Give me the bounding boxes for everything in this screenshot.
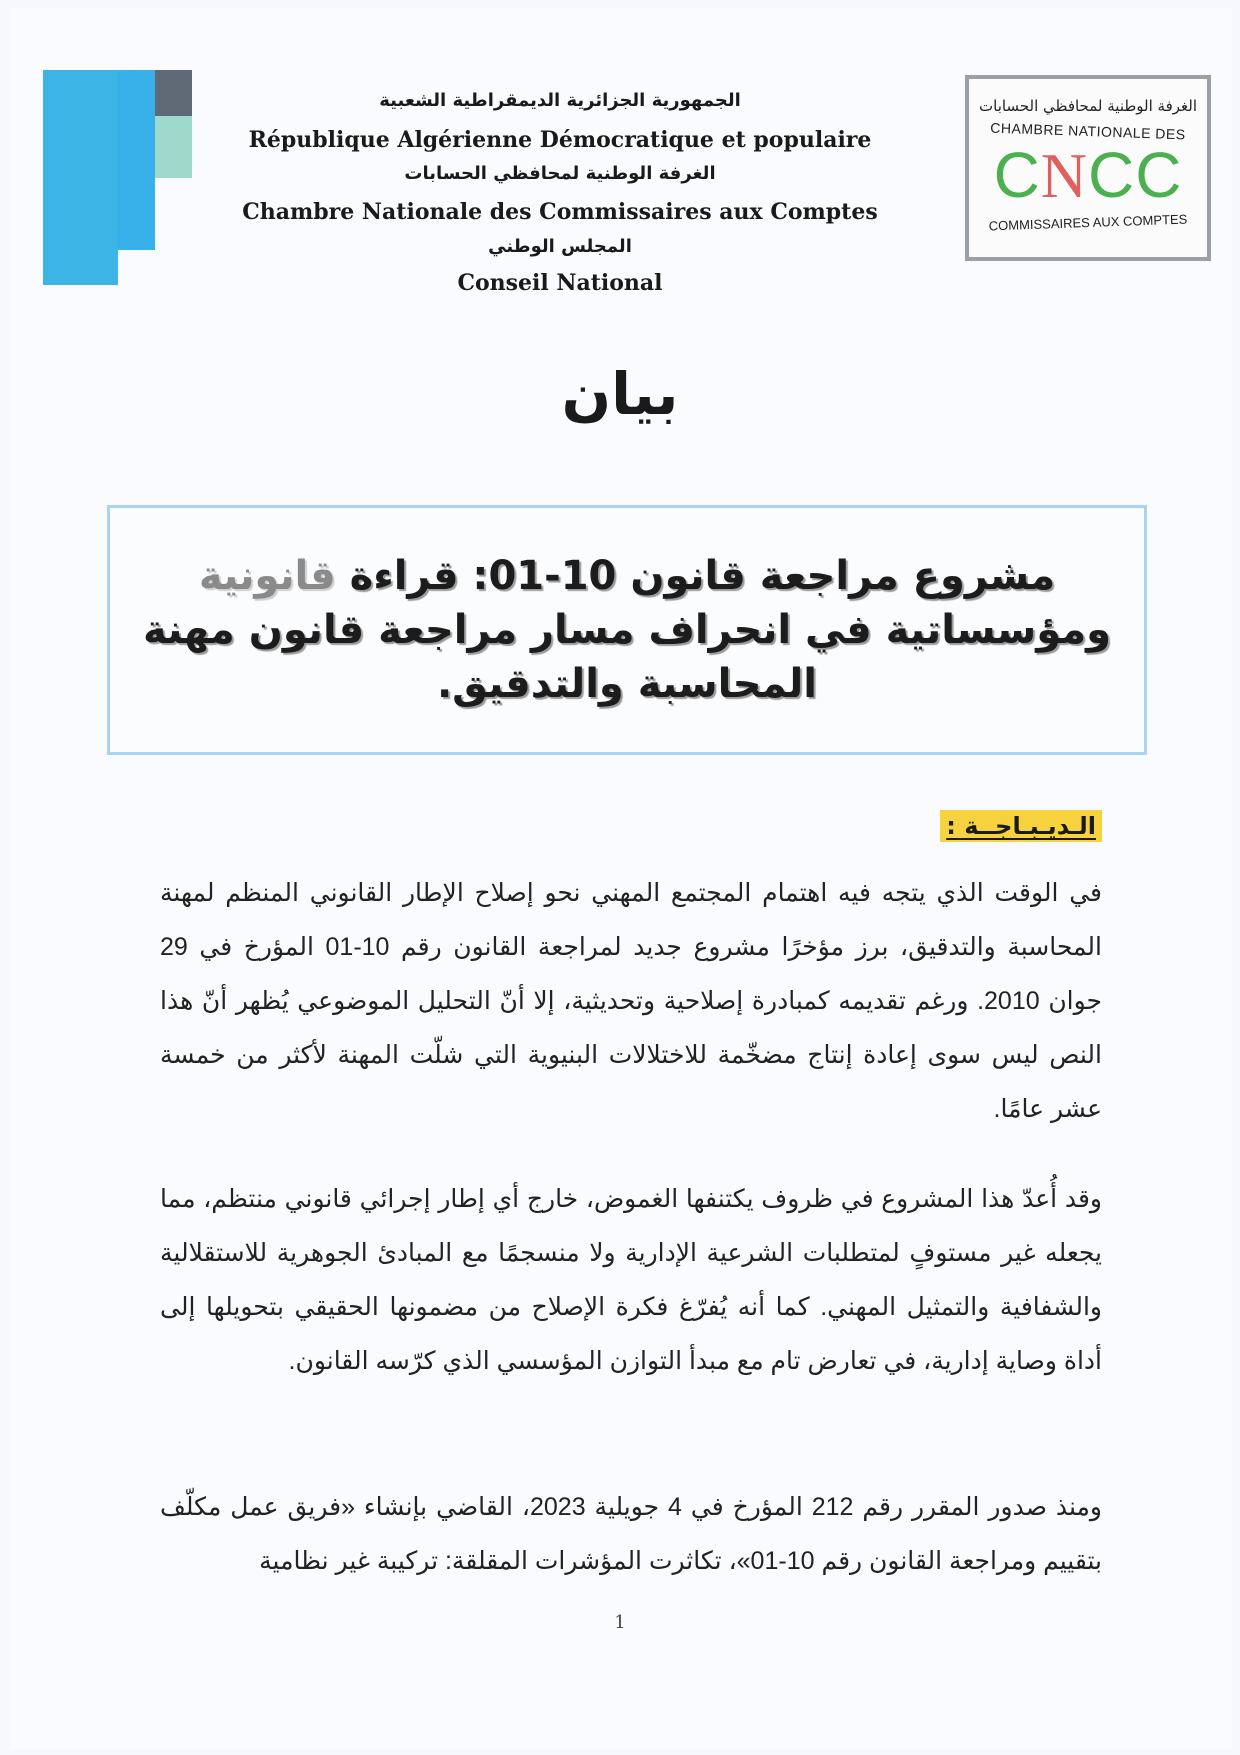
decorative-logo-blue-block: [43, 70, 118, 285]
council-french: Conseil National: [457, 270, 663, 296]
title-box: [107, 505, 1147, 755]
title-part-2: ومؤسساتية في انحراف مسار مراجعة قانون مهنة المحاسبة والتدقيق.: [143, 607, 1111, 707]
republic-french: République Algérienne Démocratique et populaire: [248, 127, 872, 153]
cncc-logo: [965, 75, 1211, 261]
logo-arabic-text: الغرفة الوطنية لمحافظي الحسابات: [979, 97, 1197, 115]
document-title: [110, 549, 1144, 711]
chamber-french: Chambre Nationale des Commissaires aux Comptes: [242, 199, 878, 225]
logo-monogram: [969, 139, 1207, 211]
paragraph-2: وقد أُعدّ هذا المشروع في ظروف يكتنفها الغموض، خارج أي إطار إجرائي قانوني منتظم، مما يجعله غير مستوفٍ لمتطلبات الشرعية الإدارية ولا منسجمًا مع المبادئ الجوهرية للاستقلالية والشفافية والتمثيل المهني. كما أنه يُفرّغ فكرة الإصلاح من مضمونها الحقيقي بتحويلها إلى أداة وصاية إدارية، في تعارض تام مع مبدأ التوازن المؤسسي الذي كرّسه القانون.: [160, 1185, 1102, 1375]
title-part-1: مشروع مراجعة قانون 10-01: قراءة: [335, 553, 1056, 599]
logo-top-text: CHAMBRE NATIONALE DES: [990, 119, 1186, 143]
logo-letter-c1: C: [993, 139, 1041, 211]
logo-letter-c3: C: [1135, 139, 1183, 211]
logo-bottom-text: COMMISSAIRES AUX COMPTES: [988, 211, 1188, 234]
title-highlight: قانونية: [198, 553, 336, 599]
decorative-logo-blue-block-2: [118, 70, 155, 250]
chamber-arabic: الغرفة الوطنية لمحافظي الحسابات: [404, 163, 716, 184]
preamble-heading: الـديـبـاجــة :: [940, 810, 1102, 842]
council-arabic: المجلس الوطني: [488, 236, 632, 257]
paragraph-1: في الوقت الذي يتجه فيه اهتمام المجتمع المهني نحو إصلاح الإطار القانوني المنظم لمهنة المحاسبة والتدقيق، برز مؤخرًا مشروع جديد لمراجعة القانون رقم 10-01 المؤرخ في 29 جوان 2010. ورغم تقديمه كمبادرة إصلاحية وتحديثية، إلا أنّ التحليل الموضوعي يُظهر أنّ هذا النص ليس سوى إعادة إنتاج مضخّمة للاختلالات البنيوية التي شلّت المهنة لأكثر من خمسة عشر عامًا.: [160, 879, 1102, 1123]
logo-letter-n: N: [1040, 140, 1088, 211]
logo-letter-c2: C: [1088, 139, 1136, 211]
decorative-logo-gray-block: [155, 70, 192, 116]
republic-arabic: الجمهورية الجزائرية الديمقراطية الشعبية: [379, 90, 741, 111]
document-type-heading: بيان: [561, 360, 679, 428]
page-number: 1: [614, 1612, 626, 1633]
paragraph-3: ومنذ صدور المقرر رقم 212 المؤرخ في 4 جويلية 2023، القاضي بإنشاء «فريق عمل مكلّف بتقييم ومراجعة القانون رقم 10-01»، تكاثرت المؤشرات المقلقة: تركيبة غير نظامية: [160, 1493, 1102, 1575]
